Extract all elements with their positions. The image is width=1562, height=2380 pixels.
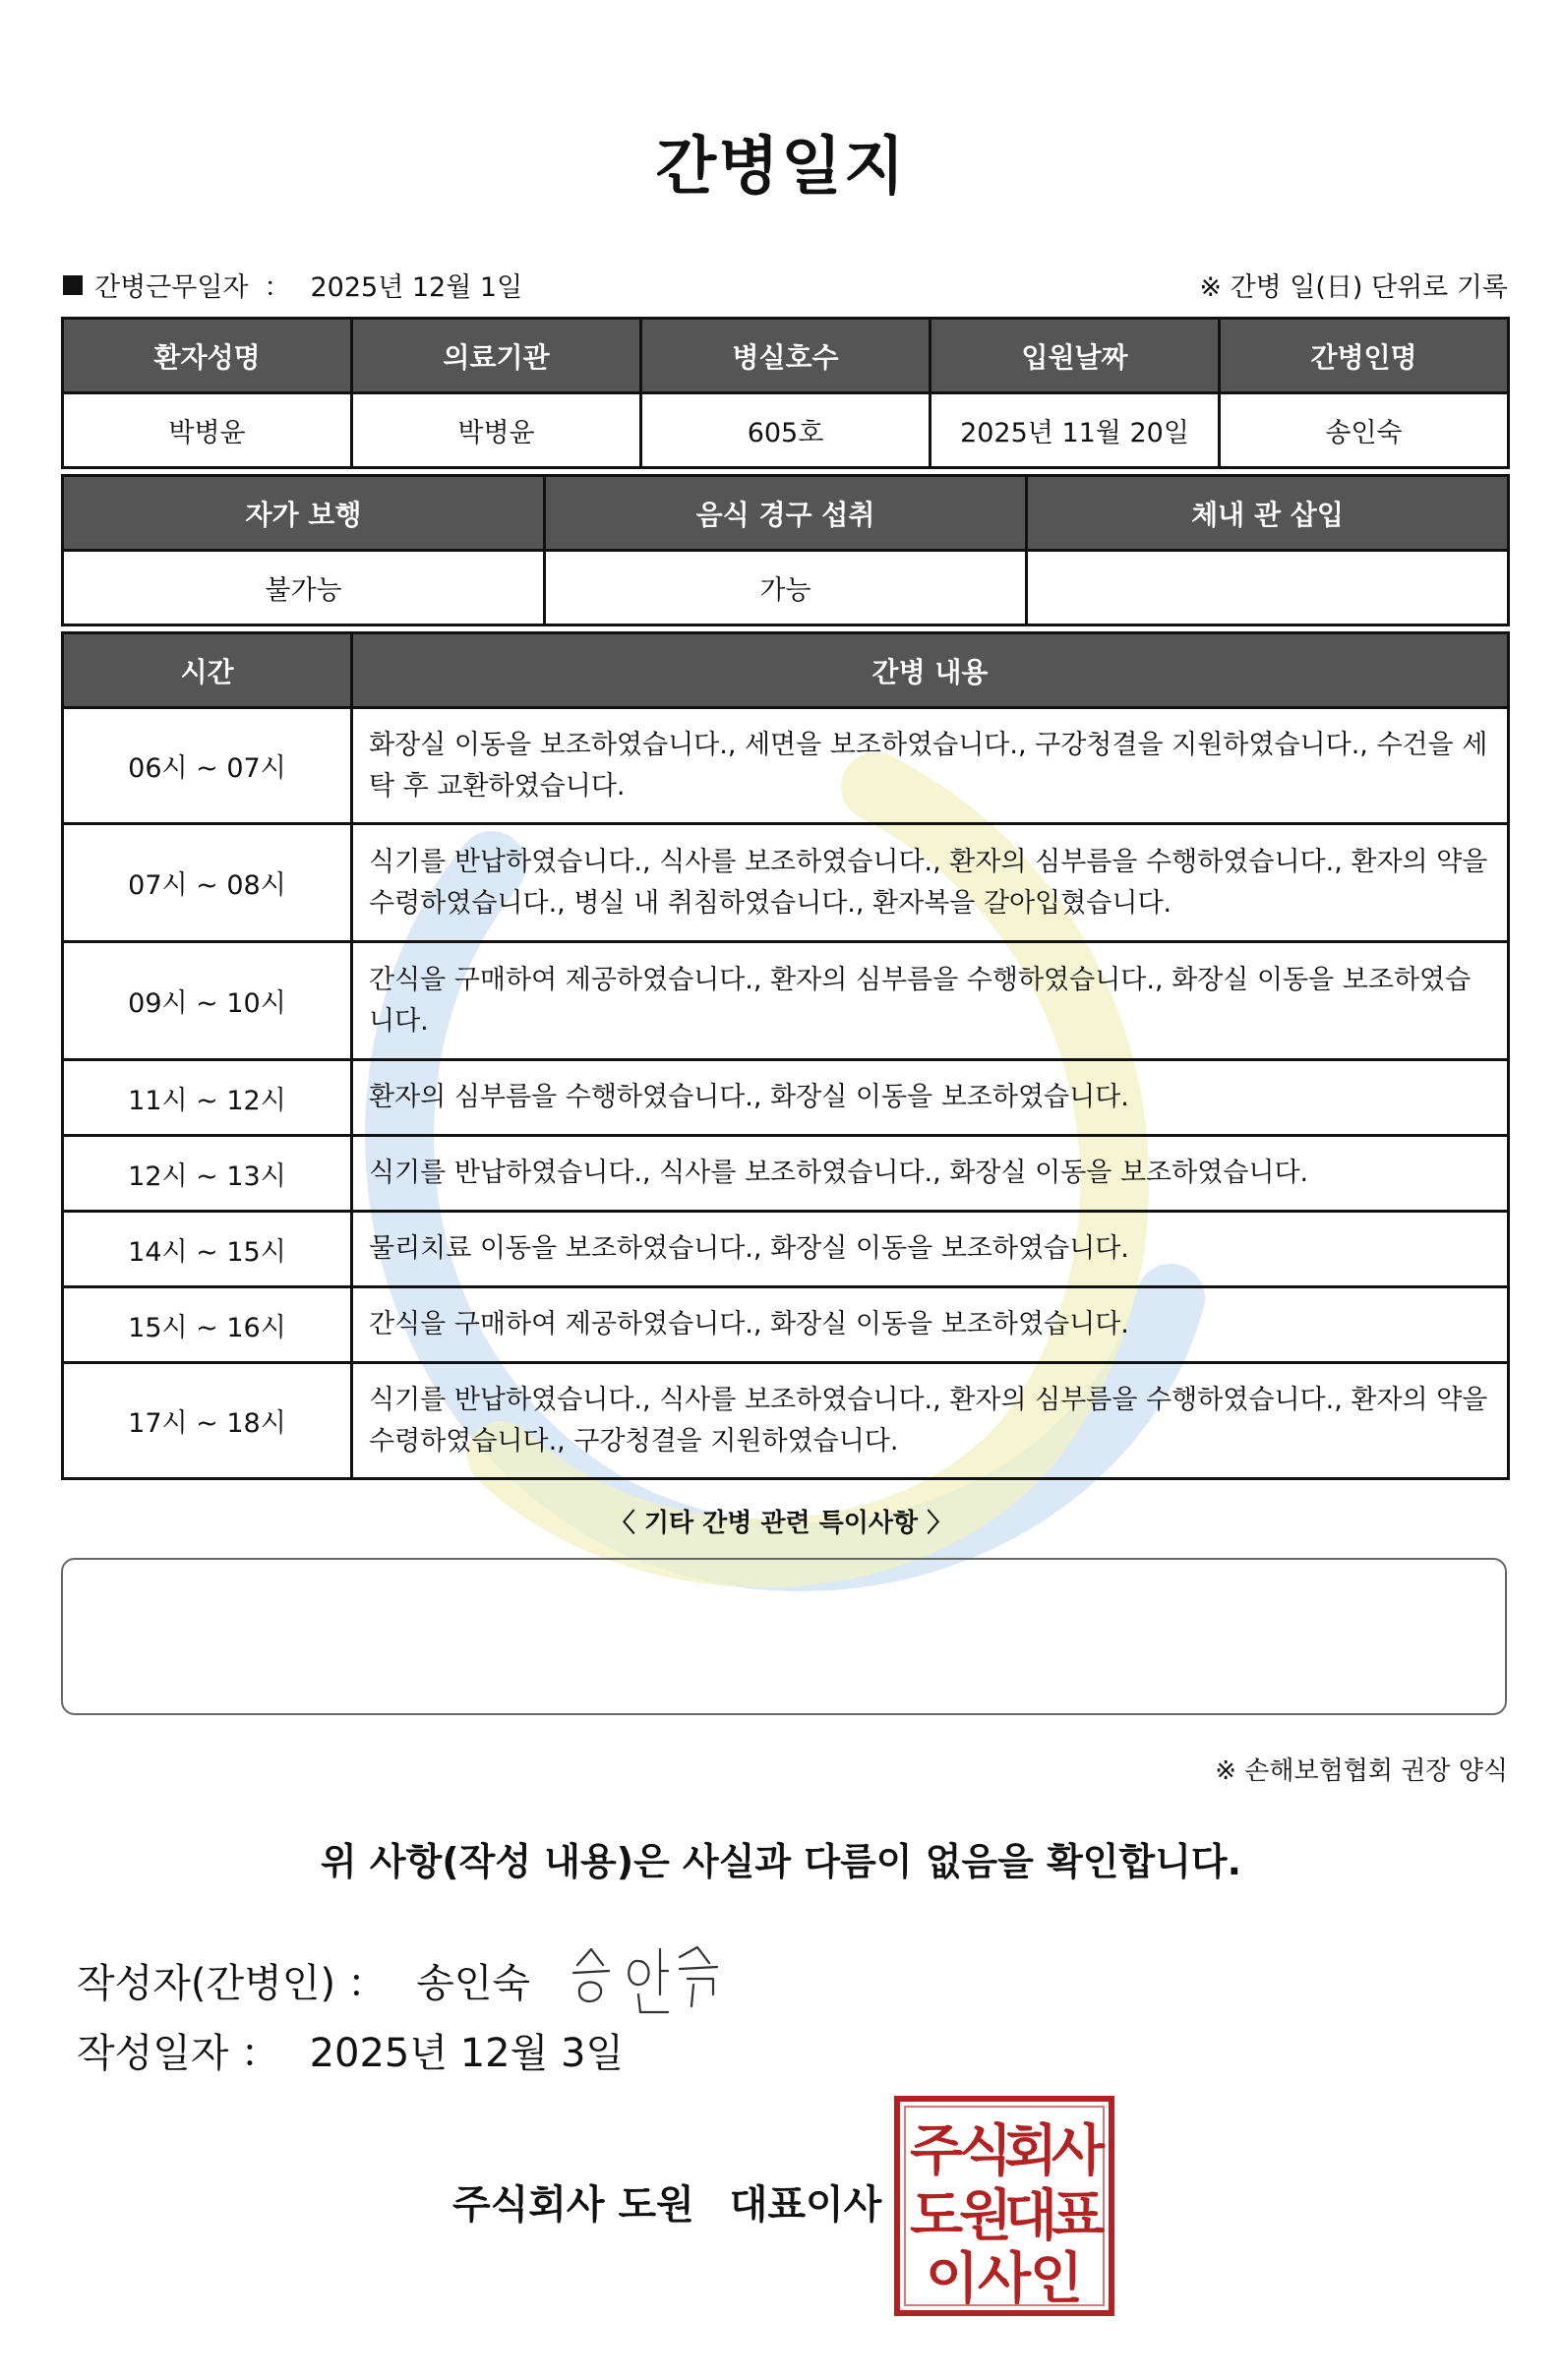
work-date-value: 2025년 12월 1일	[310, 272, 523, 303]
header-time: 시간	[63, 633, 352, 708]
handwritten-signature-icon	[570, 1935, 737, 2024]
time-cell: 15시 ~ 16시	[63, 1287, 352, 1363]
care-log-table	[61, 631, 1510, 1480]
svg-text:주: 주	[909, 2119, 964, 2183]
table-row	[63, 708, 1509, 824]
table-row	[63, 1287, 1509, 1363]
table-row	[63, 1212, 1509, 1287]
confirmation-statement: 위 사항(작성 내용)은 사실과 다름이 없음을 확인합니다.	[320, 1840, 1242, 1883]
work-date-label: 간병근무일자	[94, 272, 249, 303]
header-patient-name: 환자성명	[63, 319, 352, 393]
notes-title: 〈 기타 간병 관련 특이사항 〉	[609, 1509, 953, 1538]
room-number-value: 605호	[641, 393, 931, 468]
writer-name: 송인숙	[416, 1960, 530, 2006]
header-caregiver-name: 간병인명	[1220, 319, 1509, 393]
writer-label: 작성자(간병인)	[77, 1960, 336, 2006]
patient-status-value-row	[63, 551, 1509, 625]
unit-note: ※ 간병 일(日) 단위로 기록	[1199, 272, 1508, 303]
svg-text:사: 사	[1051, 2119, 1106, 2183]
table-row	[63, 1136, 1509, 1212]
header-admission-date: 입원날짜	[931, 319, 1220, 393]
care-log-header-row	[63, 633, 1509, 708]
work-date-colon: ：	[264, 272, 291, 303]
time-cell: 09시 ~ 10시	[63, 942, 352, 1060]
header-tube-insertion: 체내 관 삽입	[1027, 476, 1509, 551]
content-cell: 식기를 반납하였습니다., 식사를 보조하였습니다., 환자의 심부름을 수행하였습니다., 환자의 약을 수령하였습니다., 구강청결을 지원하였습니다.	[352, 1363, 1509, 1479]
content-cell: 물리치료 이동을 보조하였습니다., 화장실 이동을 보조하였습니다.	[352, 1212, 1509, 1287]
write-date-colon: ：	[240, 2031, 280, 2076]
patient-status-table	[61, 474, 1510, 626]
company-seal-stamp	[893, 2095, 1115, 2317]
content-cell: 식기를 반납하였습니다., 식사를 보조하였습니다., 화장실 이동을 보조하였습니다.	[352, 1136, 1509, 1212]
hospital-value: 박병윤	[352, 393, 641, 468]
work-date	[63, 266, 522, 304]
patient-info-header-row	[63, 319, 1509, 393]
svg-text:대: 대	[1003, 2184, 1058, 2248]
admission-date-value: 2025년 11월 20일	[931, 393, 1220, 468]
header-hospital: 의료기관	[352, 319, 641, 393]
company-title: 대표이사	[729, 2182, 882, 2228]
write-date-row	[77, 2022, 624, 2078]
table-row	[63, 1363, 1509, 1479]
header-care-content: 간병 내용	[352, 633, 1509, 708]
svg-text:사: 사	[977, 2247, 1032, 2311]
time-cell: 07시 ~ 08시	[63, 824, 352, 942]
header-oral-intake: 음식 경구 섭취	[545, 476, 1027, 551]
patient-info-table	[61, 317, 1510, 469]
table-row	[63, 942, 1509, 1060]
svg-text:표: 표	[1051, 2184, 1106, 2248]
patient-info-value-row	[63, 393, 1509, 468]
time-cell: 11시 ~ 12시	[63, 1060, 352, 1136]
svg-text:도: 도	[909, 2184, 964, 2248]
svg-text:원: 원	[958, 2184, 1013, 2248]
patient-name-value: 박병윤	[63, 393, 352, 468]
oral-intake-value: 가능	[545, 551, 1027, 625]
header-room-number: 병실호수	[641, 319, 931, 393]
company-name: 주식회사 도원	[452, 2182, 694, 2228]
table-row	[63, 1060, 1509, 1136]
svg-text:인: 인	[1029, 2247, 1084, 2311]
write-date-value: 2025년 12월 3일	[309, 2031, 625, 2076]
patient-status-header-row	[63, 476, 1509, 551]
notes-box	[61, 1558, 1507, 1715]
content-cell: 환자의 심부름을 수행하였습니다., 화장실 이동을 보조하였습니다.	[352, 1060, 1509, 1136]
caregiver-name-value: 송인숙	[1220, 393, 1509, 468]
company-signature-line	[452, 2173, 881, 2230]
svg-text:식: 식	[958, 2119, 1013, 2183]
time-cell: 17시 ~ 18시	[63, 1363, 352, 1479]
source-note: ※ 손해보험협회 권장 양식	[1215, 1756, 1508, 1786]
svg-text:이: 이	[925, 2247, 980, 2311]
table-row	[63, 824, 1509, 942]
writer-row	[77, 1935, 737, 2024]
content-cell: 식기를 반납하였습니다., 식사를 보조하였습니다., 환자의 심부름을 수행하였습니다., 환자의 약을 수령하였습니다., 병실 내 취침하였습니다., 환자복을 갈아입혔습니다.	[352, 824, 1509, 942]
content-cell: 간식을 구매하여 제공하였습니다., 환자의 심부름을 수행하였습니다., 화장실 이동을 보조하였습니다.	[352, 942, 1509, 1060]
header-self-walking: 자가 보행	[63, 476, 545, 551]
content-cell: 화장실 이동을 보조하였습니다., 세면을 보조하였습니다., 구강청결을 지원하였습니다., 수건을 세탁 후 교환하였습니다.	[352, 708, 1509, 824]
self-walking-value: 불가능	[63, 551, 545, 625]
time-cell: 14시 ~ 15시	[63, 1212, 352, 1287]
svg-text:회: 회	[1003, 2119, 1058, 2183]
time-cell: 06시 ~ 07시	[63, 708, 352, 824]
write-date-label: 작성일자	[77, 2031, 229, 2076]
content-cell: 간식을 구매하여 제공하였습니다., 화장실 이동을 보조하였습니다.	[352, 1287, 1509, 1363]
document-title: 간병일지	[655, 131, 907, 204]
time-cell: 12시 ~ 13시	[63, 1136, 352, 1212]
square-bullet-icon	[63, 275, 83, 295]
writer-colon: ：	[347, 1960, 388, 2006]
tube-insertion-value	[1027, 551, 1509, 625]
